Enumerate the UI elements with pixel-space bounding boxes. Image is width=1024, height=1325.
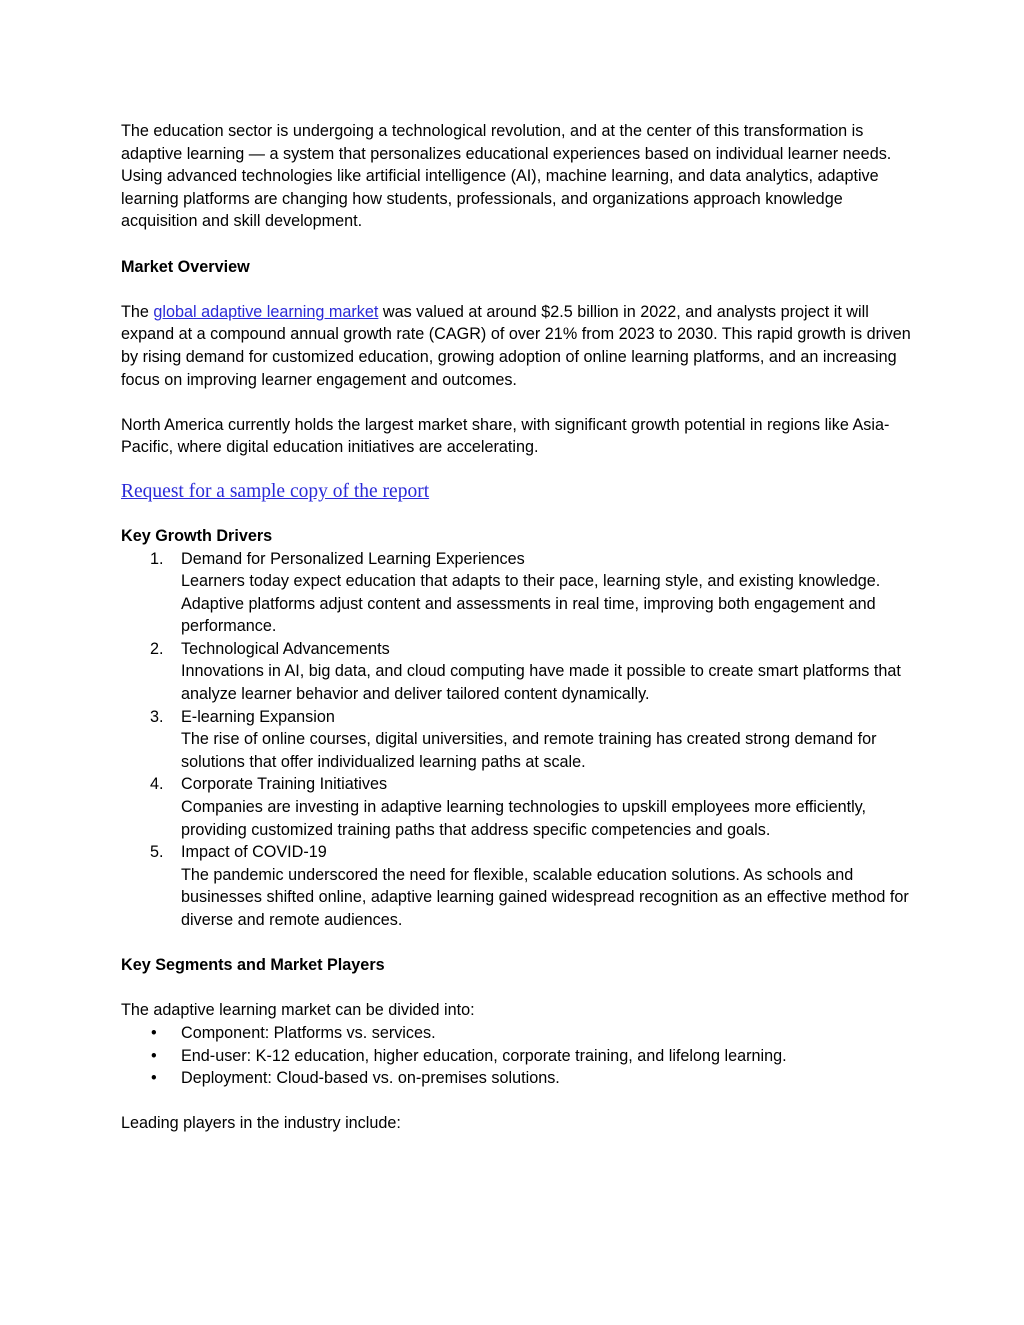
segments-intro: The adaptive learning market can be divided into: bbox=[121, 1001, 475, 1020]
driver-title: Demand for Personalized Learning Experiences bbox=[181, 549, 525, 568]
list-number: 3. bbox=[150, 707, 164, 726]
driver-text: The pandemic underscored the need for flexible, scalable education solutions. As schools and businesses shifted online, adaptive learning gained widespread recognition as an effective method for diverse and remote audiences. bbox=[181, 865, 909, 929]
list-number: 2. bbox=[150, 639, 164, 658]
driver-text: Companies are investing in adaptive learning technologies to upskill employees more efficiently, providing customized training paths that address specific competencies and goals. bbox=[181, 798, 867, 839]
bullet-icon: • bbox=[151, 1023, 157, 1042]
market-overview-text-end: was valued at around $2.5 billion in 2022, and analysts project it will expand at a compound annual growth rate (CAGR) of over 21% from 2023 to 2030. This rapid growth is driven by rising demand for customized education, growing adoption of online learning platforms, and an increasing focus on improving learner engagement and outcomes. bbox=[121, 302, 911, 389]
list-item bbox=[121, 548, 911, 638]
list-item bbox=[121, 1045, 911, 1068]
document-page bbox=[121, 120, 911, 1135]
growth-drivers-heading: Key Growth Drivers bbox=[121, 526, 273, 545]
segments-list bbox=[121, 1022, 911, 1090]
driver-title: Corporate Training Initiatives bbox=[181, 775, 388, 794]
driver-title: Technological Advancements bbox=[181, 639, 390, 658]
segment-text: End-user: K-12 education, higher education, corporate training, and lifelong learning. bbox=[181, 1046, 787, 1065]
driver-text: The rise of online courses, digital universities, and remote training has created strong demand for solutions that offer individualized learning paths at scale. bbox=[181, 730, 877, 771]
segments-heading: Key Segments and Market Players bbox=[121, 956, 385, 975]
market-overview-text-start: The bbox=[121, 302, 154, 321]
list-item bbox=[121, 1022, 911, 1045]
segment-text: Deployment: Cloud-based vs. on-premises solutions. bbox=[181, 1069, 560, 1088]
list-item bbox=[121, 773, 911, 841]
bullet-icon: • bbox=[151, 1069, 157, 1088]
driver-title: E-learning Expansion bbox=[181, 707, 335, 726]
list-number: 4. bbox=[150, 775, 164, 794]
segment-text: Component: Platforms vs. services. bbox=[181, 1023, 436, 1042]
list-number: 5. bbox=[150, 843, 164, 862]
list-item bbox=[121, 841, 911, 931]
regional-paragraph: North America currently holds the largest market share, with significant growth potential in regions like Asia-Pacific, where digital education initiatives are accelerating. bbox=[121, 415, 890, 457]
market-overview-heading: Market Overview bbox=[121, 257, 250, 276]
list-number: 1. bbox=[150, 549, 164, 568]
driver-text: Learners today expect education that adapts to their pace, learning style, and existing knowledge. Adaptive platforms adjust content and assessments in real time, improving both engagement and performance. bbox=[181, 572, 881, 636]
growth-drivers-list bbox=[121, 548, 911, 932]
intro-paragraph: The education sector is undergoing a technological revolution, and at the center of this transformation is adaptive learning — a system that personalizes educational experiences based on individual learner needs. Using advanced technologies like artificial intelligence (AI), machine learning, and data analytics, adaptive learning platforms are changing how students, professionals, and organizations approach knowledge acquisition and skill development. bbox=[121, 122, 892, 231]
list-item bbox=[121, 638, 911, 706]
sample-report-link[interactable]: Request for a sample copy of the report bbox=[121, 480, 430, 502]
driver-text: Innovations in AI, big data, and cloud computing have made it possible to create smart platforms that analyze learner behavior and deliver tailored content dynamically. bbox=[181, 662, 901, 704]
global-market-link[interactable]: global adaptive learning market bbox=[153, 302, 379, 321]
market-overview-paragraph bbox=[121, 301, 911, 391]
list-item bbox=[121, 1067, 911, 1090]
players-intro: Leading players in the industry include: bbox=[121, 1114, 401, 1133]
bullet-icon: • bbox=[151, 1046, 157, 1065]
list-item bbox=[121, 706, 911, 774]
driver-title: Impact of COVID-19 bbox=[181, 843, 327, 862]
